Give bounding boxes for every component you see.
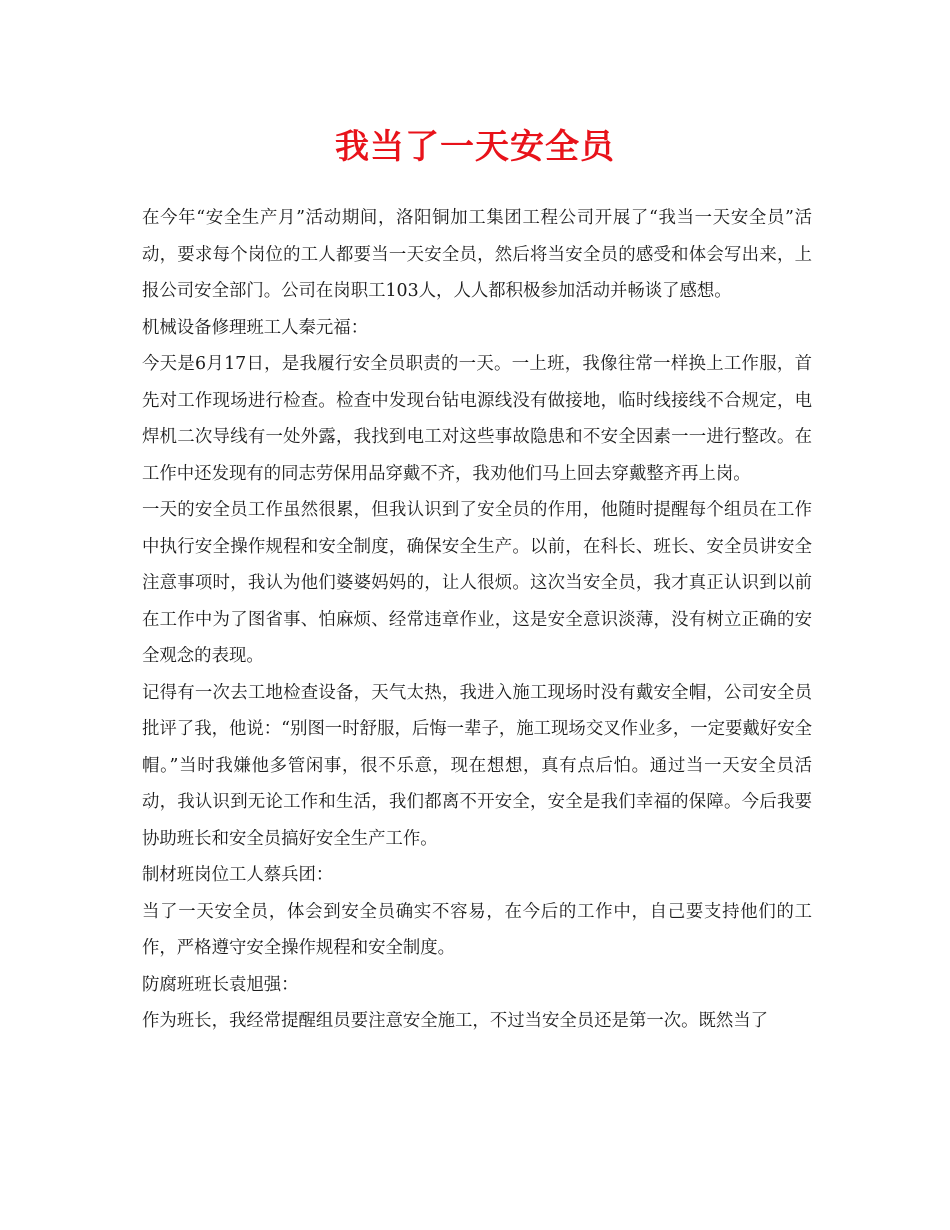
paragraph: 当了一天安全员，体会到安全员确实不容易，在今后的工作中，自己要支持他们的工作，严格遵守安全操作规程和安全制度。 xyxy=(142,901,812,958)
speaker-label: 制材班岗位工人蔡兵团： xyxy=(142,865,334,885)
document-title: 我当了一天安全员 xyxy=(335,127,615,167)
speaker-label: 机械设备修理班工人秦元福： xyxy=(142,317,369,338)
document-body xyxy=(142,200,812,1040)
paragraph: 记得有一次去工地检查设备，天气太热，我进入施工现场时没有戴安全帽，公司安全员批评了我，他说：“别图一时舒服，后悔一辈子，施工现场交叉作业多，一定要戴好安全帽。”当时我嫌他多管闲事，很不乐意，现在想想，真有点后怕。通过当一天安全员活动，我认识到无论工作和生活，我们都离不开安全，安全是我们幸福的保障。今后我要协助班长和安全员搞好安全生产工作。 xyxy=(142,682,812,849)
paragraph-intro: 在今年“安全生产月”活动期间，洛阳铜加工集团工程公司开展了“我当一天安全员”活动，要求每个岗位的工人都要当一天安全员，然后将当安全员的感受和体会写出来，上报公司安全部门。公司在岗职工103人，人人都积极参加活动并畅谈了感想。 xyxy=(142,208,812,301)
speaker-label: 防腐班班长袁旭强： xyxy=(142,974,299,995)
paragraph: 今天是6月17日，是我履行安全员职责的一天。一上班，我像往常一样换上工作服，首先对工作现场进行检查。检查中发现台钻电源线没有做接地，临时线接线不合规定，电焊机二次导线有一处外露，我找到电工对这些事故隐患和不安全因素一一进行整改。在工作中还发现有的同志劳保用品穿戴不齐，我劝他们马上回去穿戴整齐再上岗。 xyxy=(142,354,812,484)
paragraph: 作为班长，我经常提醒组员要注意安全施工，不过当安全员还是第一次。既然当了 xyxy=(142,1011,769,1031)
paragraph: 一天的安全员工作虽然很累，但我认识到了安全员的作用，他随时提醒每个组员在工作中执行安全操作规程和安全制度，确保安全生产。以前，在科长、班长、安全员讲安全注意事项时，我认为他们婆婆妈妈的，让人很烦。这次当安全员，我才真正认识到以前在工作中为了图省事、怕麻烦、经常违章作业，这是安全意识淡薄，没有树立正确的安全观念的表现。 xyxy=(142,500,812,666)
